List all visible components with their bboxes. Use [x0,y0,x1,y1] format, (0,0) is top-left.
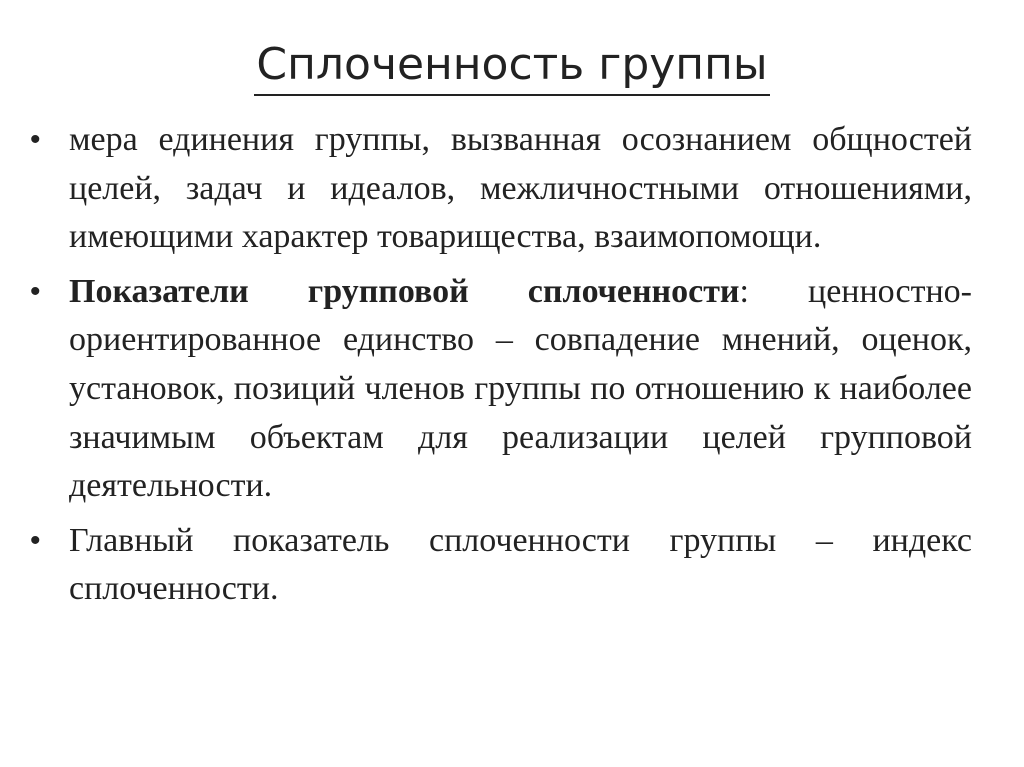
bullet-item-definition [30,116,972,262]
slide-title-wrapper [0,30,1024,100]
bullet-list [30,116,972,620]
bullet-icon: • [30,123,41,156]
bullet-text: мера единения группы, вызванная осознанием общностей целей, задач и идеалов, межличностными отношениями, имеющими характер товарищества, взаимопомощи. [69,121,972,256]
bullet-icon: • [30,523,41,557]
bullet-icon: • [30,274,41,308]
bullet-item-main-indicator [30,517,972,614]
bullet-text: : ценностно-ориентированное единство – совпадение мнений, оценок, установок, позиций членов группы по отношению к наиболее значимым объектам для реализации целей групповой деятельности. [69,272,972,505]
slide-title: Сплоченность группы [254,36,769,96]
bullet-bold-text: Показатели групповой сплоченности [69,272,740,310]
bullet-item-indicators [30,268,972,511]
bullet-text: Главный показатель сплоченности группы – индекс сплоченности. [69,521,972,608]
